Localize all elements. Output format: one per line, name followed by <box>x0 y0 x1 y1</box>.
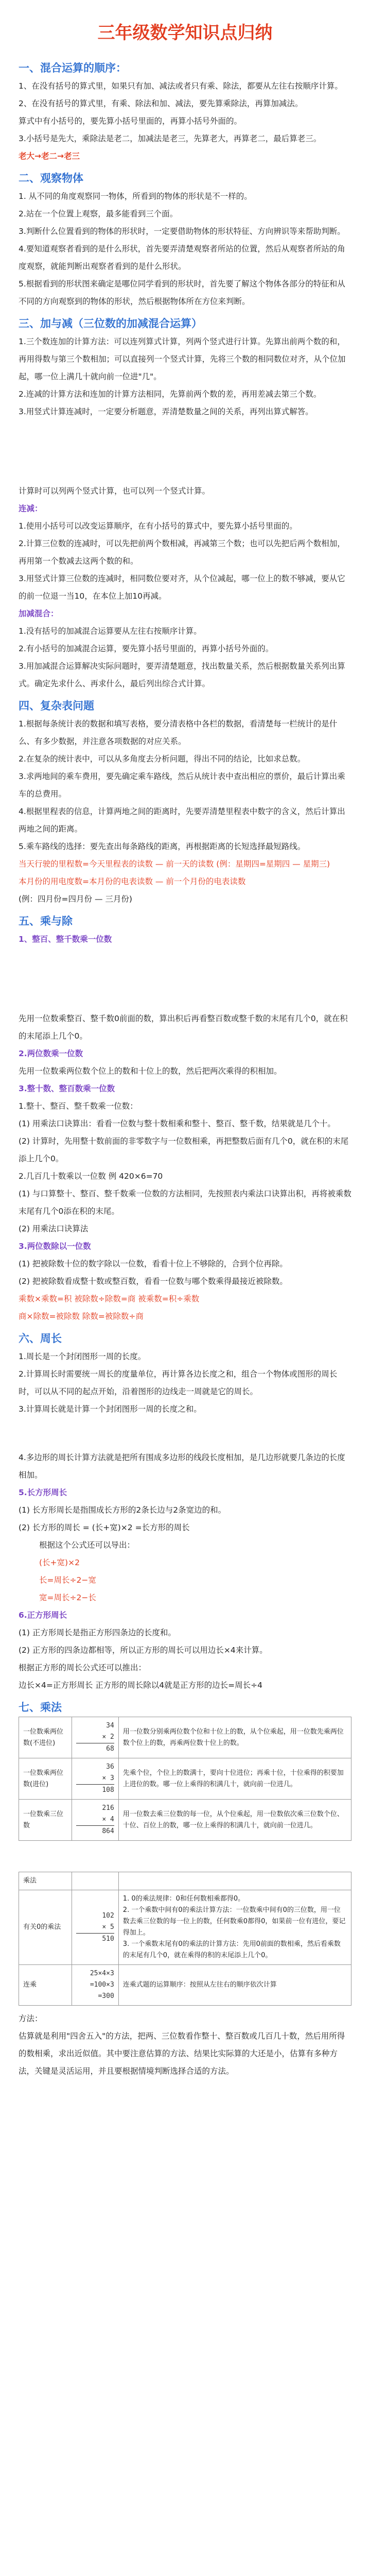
subheading: 连减： <box>19 504 43 513</box>
paragraph: 2.计算周长时需要统一周长的度量单位，再计算各边长度之和，组合一个物体或图形的周长时，可以从不同的起点开始，沿着图形的边线走一周就是它的周长。 <box>19 1369 338 1396</box>
paragraph: 3.用加减混合运算解决实际问题时，要弄清楚题意，找出数量关系，然后根据数量关系列出算式。确定先求什么、再求什么，最后列出综合式计算。 <box>19 662 345 688</box>
paragraph: 4.根据里程表的信息，计算两地之间的距离时，先要弄清楚里程表中数字的含义，然后计算出两地之间的距离。 <box>19 807 345 834</box>
paragraph: 4.要知道观察者看到的是什么形状，首先要弄清楚观察者所站的位置，然后从观察者所站的角度观察，就能判断出观察者看到的是什么形状。 <box>19 244 345 271</box>
blank-space <box>19 948 351 1010</box>
paragraph: 先用一位数乘整百、整千数0前面的数，算出积后再看整百数或整千数的末尾有几个0，就在积的末尾添上几个0。 <box>19 1014 348 1041</box>
row-description: 用一位数去乘三位数的每一位，从个位乘起，用一位数依次乘三位数个位、十位、百位上的数，哪一位上乘得的积满几十，就向前一位进几。 <box>118 1800 351 1841</box>
paragraph: 3.小括号是先大，乘除法是老二，加减法是老三，先算老大，再算老二，最后算老三。 <box>19 134 322 143</box>
summary-heading: 方法： <box>19 2014 43 2023</box>
section-multiply-divide <box>19 913 351 1325</box>
table-row <box>19 1965 351 2006</box>
subheading: 5.长方形周长 <box>19 1488 67 1497</box>
calculation-line: 510 <box>76 1933 114 1945</box>
paragraph: 根据正方形的周长公式还可以推出： <box>19 1663 147 1672</box>
row-description: 用一位数分别乘两位数个位和十位上的数，从个位乘起，用一位数先乘两位数个位上的数，再乘两位数十位上的数。 <box>118 1717 351 1758</box>
paragraph: (2) 用乘法口诀算法 <box>19 1224 89 1233</box>
paragraph: 计算时可以列两个竖式计算，也可以列一个竖式计算。 <box>19 486 210 496</box>
paragraph: (1) 把被除数十位的数字除以一位数，看看十位上不够除的，合到个位再除。 <box>19 1259 288 1268</box>
vertical-calculation <box>72 1890 118 1965</box>
paragraph: 根据这个公式还可以导出： <box>39 1540 135 1550</box>
calculation-line: 68 <box>76 1743 114 1755</box>
calculation-line: 108 <box>76 1784 114 1796</box>
zero-multiplication-table <box>19 1872 351 2006</box>
calculation-line: × 3 <box>102 1774 114 1782</box>
paragraph: 边长×4=正方形周长 正方形的周长除以4就是正方形的边长=周长÷4 <box>19 1681 262 1690</box>
vertical-calculation <box>72 1800 118 1841</box>
vertical-calculation <box>72 1717 118 1758</box>
paragraph: 2.连减的计算方法和连加的计算方法相同，先算前两个数的差，再用差减去第三个数。 <box>19 389 322 399</box>
formula-text: 宽=周长÷2−长 <box>39 1593 96 1602</box>
row-label: 乘法 <box>19 1872 72 1890</box>
subheading: 加减混合： <box>19 609 59 618</box>
calculation-line: × 2 <box>102 1733 114 1741</box>
paragraph: 2、在没有括号的算式里，有乘、除法和加、减法，要先算乘除法，再算加减法。 <box>19 99 303 108</box>
subheading: 6.正方形周长 <box>19 1611 67 1620</box>
formula-text: 本月份的用电度数=本月份的电表读数 — 前一个月份的电表读数 <box>19 877 246 886</box>
section-perimeter <box>19 1330 351 1694</box>
calculation-line: 36 <box>106 1763 114 1771</box>
row-description: 连乘式题的运算顺序：按照从左往右的顺序依次计算 <box>118 1965 351 2006</box>
table-row <box>19 1758 351 1800</box>
paragraph: 1、在没有括号的算式里，如果只有加、减法或者只有乘、除法，都要从左往右按顺序计算。 <box>19 81 343 91</box>
row-label: 连乘 <box>19 1965 72 2006</box>
section-heading: 四、复杂表问题 <box>19 700 94 712</box>
paragraph: (2) 计算时，先用整十数前面的非零数字与一位数相乘，再把整数后面有几个0，就在积的末尾添上几个0。 <box>19 1137 349 1163</box>
paragraph: 2.计算三位数的连减时，可以先把前两个数相减，再减第三个数；也可以先把后两个数相加，再用第一个数减去这两个数的和。 <box>19 539 345 566</box>
paragraph: 1. 从不同的角度观察同一物体，所看到的物体的形状是不一样的。 <box>19 192 252 201</box>
section-heading: 三、加与减（三位数的加减混合运算） <box>19 317 202 330</box>
calculation-line: 864 <box>76 1825 114 1837</box>
table-row <box>19 1890 351 1965</box>
section-mixed-operations <box>19 60 351 165</box>
section-heading: 一、混合运算的顺序： <box>19 62 127 74</box>
calculation-line: 216 <box>102 1804 114 1812</box>
blank-space <box>19 1841 351 1872</box>
paragraph: (1) 用乘法口诀算出：看看一位数与整十数相乘和整十、整百、整千数，结果就是几个十。 <box>19 1119 336 1128</box>
table-row <box>19 1717 351 1758</box>
calculation-line: =300 <box>98 1992 114 2000</box>
row-description: 1. 0的乘法规律：0和任何数相乘都得0。 2. 一个乘数中间有0的乘法计算方法：一位数乘中间有0的三位数，用一位数去乘三位数的每一位上的数，任何数乘0都得0，如果前一位有进位，要记得加上。 3. 一个乘数末尾有0的乘法的计算方法：先用0前面的数相乘，然后看乘数的末尾有几个0，就在乘得的积的末尾添上几个0。 <box>118 1890 351 1965</box>
paragraph: 3.用竖式计算连减时，一定要分析题意，弄清楚数量之间的关系，再列出算式解答。 <box>19 407 313 416</box>
formula-text: (长+宽)×2 <box>39 1558 80 1567</box>
section-heading: 六、周长 <box>19 1332 62 1345</box>
calculation-line: 25×4×3 <box>90 1970 114 1977</box>
vertical-calculation <box>72 1965 118 2006</box>
paragraph: 3.计算周长就是计算一个封闭图形一周的长度之和。 <box>19 1404 202 1414</box>
table-row <box>19 1872 351 1890</box>
paragraph: 算式中有小括号的，要先算小括号里面的，再算小括号外面的。 <box>19 116 242 126</box>
calculation-line: =100×3 <box>90 1981 114 1989</box>
section-heading: 二、观察物体 <box>19 172 83 184</box>
paragraph: 1.没有括号的加减混合运算要从左往右按顺序计算。 <box>19 626 202 636</box>
section-multiplication <box>19 1699 351 2080</box>
paragraph: 2.在复杂的统计表中，可以从多角度去分析问题，得出不同的结论，比如求总数。 <box>19 754 306 764</box>
paragraph: 估算就是利用"四舍五入"的方法，把两、三位数看作整十、整百数或几百几十数，然后用所得的数相乘，求出近似值。其中要注意估算的方法、结果比实际算的大还是小，估算有多种方法，关键是灵活运用，并且要根据情境判断选择合适的方法。 <box>19 2031 345 2076</box>
row-description: 先乘个位，个位上的数满十，要向十位进位；再乘十位，十位乘得的积要加上进位的数。哪一位上乘得的积满几十，就向前一位进几。 <box>118 1758 351 1800</box>
section-observe-objects <box>19 170 351 310</box>
paragraph: 3.判断什么位置看到的物体的形状时，一定要借助物体的形状特征、方向辨识等来帮助判断。 <box>19 227 345 236</box>
paragraph: 5.根据看到的形状图来确定是哪位同学看到的形状时，首先要了解这个物体各部分的特征和从不同的方向观察到的物体的形状，然后根据物体所在方位来判断。 <box>19 279 345 306</box>
row-label: 一位数乘两位数(不进位) <box>19 1717 72 1758</box>
paragraph: (1) 正方形周长是指正方形四条边的长度和。 <box>19 1628 176 1637</box>
paragraph: 4.多边形的周长计算方法就是把所有围成多边形的线段长度相加，是几边形就要几条边的长度相加。 <box>19 1453 345 1480</box>
section-heading: 七、乘法 <box>19 1701 62 1714</box>
multiplication-table <box>19 1717 351 1841</box>
paragraph: (1) 长方形周长是指围成长方形的2条长边与2条宽边的和。 <box>19 1505 226 1515</box>
calculation-line: × 4 <box>102 1816 114 1823</box>
blank-space <box>19 420 351 482</box>
formula-text: 长=周长÷2−宽 <box>39 1575 96 1585</box>
paragraph: 1.根据每条统计表的数据和填写表格，要分清表格中各栏的数据，看清楚每一栏统计的是什么、有多少数据，并注意各项数据的对应关系。 <box>19 719 338 746</box>
paragraph: 1.周长是一个封闭图形一周的长度。 <box>19 1352 146 1361</box>
paragraph: 2.有小括号的加减混合运算，要先算小括号里面的，再算小括号外面的。 <box>19 644 274 653</box>
vertical-calculation <box>72 1758 118 1800</box>
row-description <box>118 1872 351 1890</box>
paragraph: 1.整十、整百、整千数乘一位数： <box>19 1101 138 1111</box>
subheading: 1、整百、整千数乘一位数 <box>19 935 112 944</box>
paragraph: (1) 与口算整十、整百、整千数乘一位数的方法相同，先按照表内乘法口诀算出积，再将被乘数末尾有几个0添在积的末尾。 <box>19 1189 351 1216</box>
calculation-line: 102 <box>102 1911 114 1920</box>
paragraph: 1.三个数连加的计算方法：可以连列算式计算，列两个竖式进行计算。先算出前两个数的和，再用得数与第三个数相加；可以直接列一个竖式计算，先将三个数的相同数位对齐，从个位加起，哪一位上满几十就向前一位进"几"。 <box>19 337 346 381</box>
calculation-line: 34 <box>106 1722 114 1730</box>
vertical-calculation <box>72 1872 118 1890</box>
paragraph: 1.使用小括号可以改变运算顺序，在有小括号的算式中，要先算小括号里面的。 <box>19 521 297 531</box>
paragraph: (例：四月份=四月份 — 三月份) <box>19 894 132 904</box>
paragraph: 先用一位数乘两位数个位上的数和十位上的数，然后把两次乘得的积相加。 <box>19 1066 282 1076</box>
row-label: 有关0的乘法 <box>19 1890 72 1965</box>
subheading: 2.两位数乘一位数 <box>19 1049 83 1058</box>
formula-text: 当天行驶的里程数=今天里程表的读数 — 前一天的读数 (例：星期四=星期四 — 星期三) <box>19 859 330 869</box>
paragraph: (2) 正方形的四条边都相等，所以正方形的周长可以用边长×4来计算。 <box>19 1646 268 1655</box>
formula-text: 商×除数=被除数 除数=被除数÷商 <box>19 1312 144 1321</box>
blank-space <box>19 1418 351 1449</box>
row-label: 一位数乘三位数 <box>19 1800 72 1841</box>
highlighted-text: 老大→老二→老三 <box>19 151 80 161</box>
subheading: 3.两位数除以一位数 <box>19 1242 91 1251</box>
paragraph: 3.求两地间的乘车费用，要先确定乘车路线，然后从统计表中查出相应的票价，最后计算出乘车的总费用。 <box>19 772 345 799</box>
subheading: 3.整十数、整百数乘一位数 <box>19 1084 115 1093</box>
formula-text: 乘数×乘数=积 被除数÷除数=商 被乘数=积÷乘数 <box>19 1294 200 1303</box>
section-addition-subtraction <box>19 315 351 692</box>
paragraph: 3.用竖式计算三位数的连减时，相同数位要对齐，从个位减起，哪一位上的数不够减，要从它的前一位退一当10，在本位上加10再减。 <box>19 574 345 601</box>
paragraph: 2.几百几十数乘以一位数 例 420×6=70 <box>19 1172 163 1181</box>
paragraph: (2) 把被除数看成整十数或整百数，看看一位数与哪个数乘得最接近被除数。 <box>19 1277 288 1286</box>
paragraph: 5.乘车路线的选择：要先查出每条路线的距离，再根据距离的长短选择最短路线。 <box>19 842 306 851</box>
row-label: 一位数乘两位数(进位) <box>19 1758 72 1800</box>
section-heading: 五、乘与除 <box>19 915 73 927</box>
paragraph: (2) 长方形的周长 = (长+宽)×2 =长方形的周长 <box>19 1523 190 1532</box>
paragraph: 2.站在一个位置上观察，最多能看到三个面。 <box>19 209 178 218</box>
page-title: 三年级数学知识点归纳 <box>97 23 273 43</box>
section-complex-tables <box>19 698 351 908</box>
table-row <box>19 1800 351 1841</box>
calculation-line: × 5 <box>102 1923 114 1931</box>
